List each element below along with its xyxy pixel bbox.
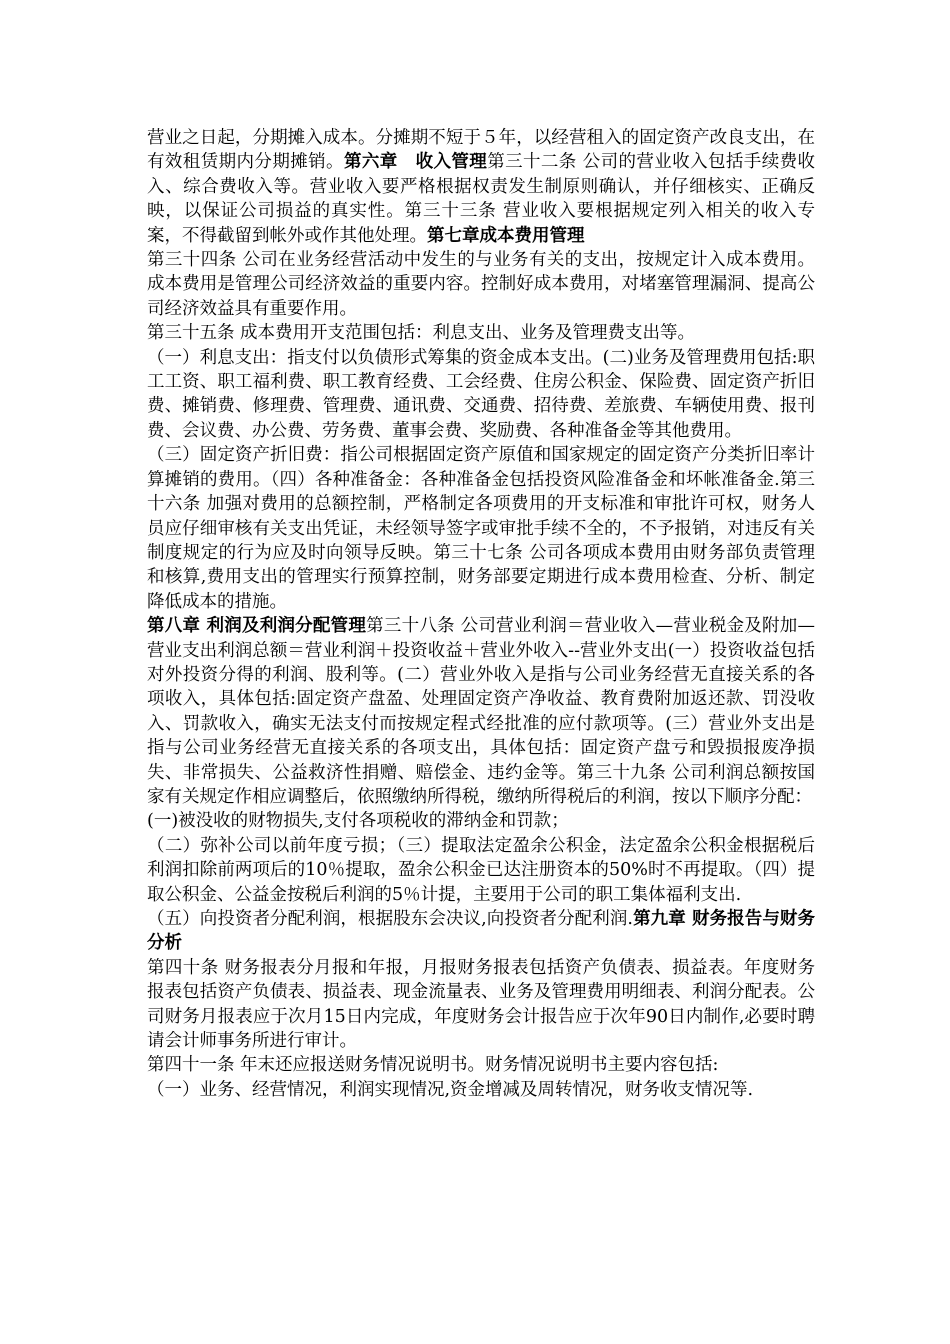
paragraph-text: 第四十一条 年末还应报送财务情况说明书。财务情况说明书主要内容包括: <box>147 1055 719 1076</box>
paragraph <box>147 346 815 444</box>
chapter-heading: 第七章成本费用管理 <box>427 225 585 246</box>
paragraph-text: （二）弥补公司以前年度亏损；（三）提取法定盈余公积金，法定盈余公积金根据税后利润扣除前两项后的10％提取，盈余公积金已达注册资本的50%时不再提取。（四）提取公积金、公益金按税后利润的5％计提，主要用于公司的职工集体福利支出. <box>147 835 815 905</box>
paragraph-text: (一)被没收的财物损失,支付各项税收的滞纳金和罚款； <box>147 811 569 832</box>
paragraph <box>147 907 815 956</box>
paragraph <box>147 1053 815 1077</box>
document-body <box>147 126 815 1102</box>
paragraph <box>147 956 815 1054</box>
paragraph-text: （五）向投资者分配利润，根据股东会决议,向投资者分配利润. <box>147 909 633 929</box>
paragraph-text: 第三十五条 成本费用开支范围包括：利息支出、业务及管理费支出等。 <box>147 323 696 344</box>
paragraph-text: 第三十二条 公司的营业收入包括手续费收入、综合费收入等。营业收入要严格根据权责发生制原则确认，并仔细核实、正确反映，以保证公司损益的真实性。第三十三条 营业收入要根据规定列入相关的收入专案，不得截留到帐外或作其他处理。 <box>147 152 816 246</box>
paragraph <box>147 248 815 321</box>
chapter-heading: 第九章 财务报告与财务分析 <box>147 909 816 954</box>
paragraph-text: （一）利息支出：指支付以负债形式筹集的资金成本支出。(二)业务及管理费用包括:职工工资、职工福利费、职工教育经费、工会经费、住房公积金、保险费、固定资产折旧费、摊销费、修理费、管理费、通讯费、交通费、招待费、差旅费、车辆使用费、报刊费、会议费、办公费、劳务费、董事会费、奖励费、各种准备金等其他费用。 <box>147 347 815 441</box>
chapter-heading: 第六章 收入管理 <box>343 152 488 173</box>
paragraph <box>147 321 815 345</box>
paragraph-text: 第三十四条 公司在业务经营活动中发生的与业务有关的支出，按规定计入成本费用。成本费用是管理公司经济效益的重要内容。控制好成本费用，对堵塞管理漏洞、提高公司经济效益具有重要作用。 <box>147 250 815 319</box>
paragraph <box>147 834 815 907</box>
paragraph <box>147 126 815 248</box>
chapter-heading: 第八章 利润及利润分配管理 <box>147 616 367 637</box>
paragraph-text: （一）业务、经营情况，利润实现情况,资金增减及周转情况，财务收支情况等. <box>147 1079 754 1100</box>
paragraph-text: 营业之日起，分期摊入成本。分摊期不短于５年，以经营租入的固定资产改良支出，在有效租赁期内分期摊销。 <box>147 128 815 173</box>
paragraph <box>147 1078 815 1102</box>
paragraph <box>147 809 815 833</box>
paragraph-text: （三）固定资产折旧费：指公司根据固定资产原值和国家规定的固定资产分类折旧率计算摊销的费用。（四）各种准备金：各种准备金包括投资风险准备金和坏帐准备金.第三十六条 加强对费用的总额控制，严格制定各项费用的开支标准和审批许可权，财务人员应仔细审核有关支出凭证，未经领导签字或审批手续不全的，不予报销，对违反有关制度规定的行为应及时向领导反映。第三十七条 公司各项成本费用由财务部负责管理和核算,费用支出的管理实行预算控制，财务部要定期进行成本费用检查、分析、制定降低成本的措施。 <box>147 445 815 612</box>
paragraph-text: 第四十条 财务报表分月报和年报，月报财务报表包括资产负债表、损益表。年度财务报表包括资产负债表、损益表、现金流量表、业务及管理费用明细表、利润分配表。公司财务月报表应于次月15日内完成，年度财务会计报告应于次年90日内制作,必要时聘请会计师事务所进行审计。 <box>147 957 815 1052</box>
paragraph <box>147 443 815 614</box>
paragraph <box>147 614 815 809</box>
paragraph-text: 第三十八条 公司营业利润＝营业收入—营业税金及附加—营业支出利润总额＝营业利润＋投资收益＋营业外收入--营业外支出(一）投资收益包括对外投资分得的利润、股利等。(二）营业外收入是指与公司业务经营无直接关系的各项收入，具体包括:固定资产盘盈、处理固定资产净收益、教育费附加返还款、罚没收入、罚款收入，确实无法支付而按规定程式经批准的应付款项等。(三）营业外支出是指与公司业务经营无直接关系的各项支出，具体包括：固定资产盘亏和毁损报废净损失、非常损失、公益救济性捐赠、赔偿金、违约金等。第三十九条 公司利润总额按国家有关规定作相应调整后，依照缴纳所得税，缴纳所得税后的利润，按以下顺序分配： <box>147 616 816 807</box>
